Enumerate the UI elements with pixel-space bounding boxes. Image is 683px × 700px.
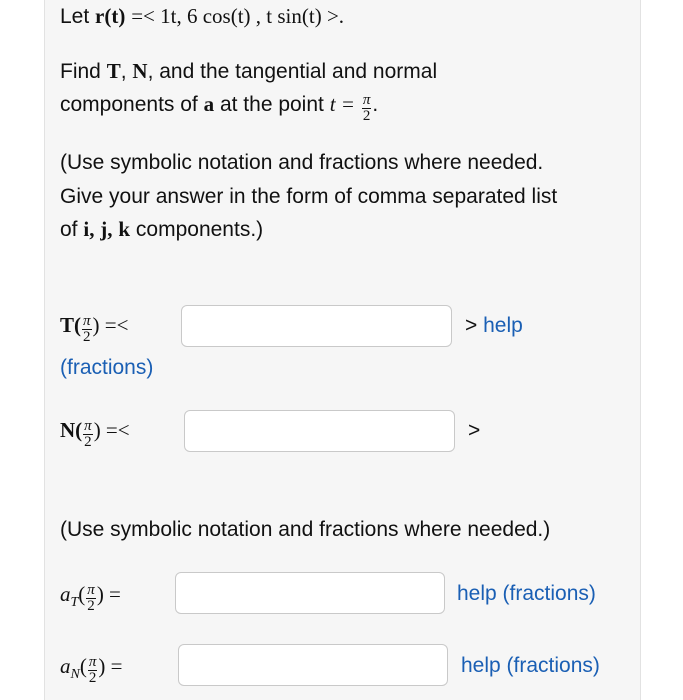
vector-expression: =< 1t, 6 cos(t) , t sin(t) >. xyxy=(131,4,345,28)
T-symbol: T xyxy=(106,59,121,83)
N-input[interactable] xyxy=(184,410,455,452)
T-input[interactable] xyxy=(181,305,452,347)
instructions-line-2: Give your answer in the form of comma separated list xyxy=(60,185,558,208)
pi-over-2-fraction: $\frac{\pi}{2}$ xyxy=(362,92,371,124)
let-text: Let xyxy=(60,5,90,28)
of-text: of xyxy=(60,218,78,241)
j-symbol: j, xyxy=(100,217,113,241)
aT-input[interactable] xyxy=(175,572,445,614)
r-function: r(t) xyxy=(95,4,126,28)
period: . xyxy=(372,93,379,116)
t-equals: t = xyxy=(329,92,355,116)
components-text: components of xyxy=(60,93,198,116)
aN-input[interactable] xyxy=(178,644,448,686)
help-link[interactable]: help xyxy=(483,314,523,337)
aN-label: $a_N$( $\frac{\pi}{2}$ ) = xyxy=(60,654,123,686)
aT-help-fractions-link[interactable]: help (fractions) xyxy=(457,582,596,605)
instructions-line-3 xyxy=(60,213,263,246)
close-bracket: > xyxy=(465,314,478,337)
instructions-line-1: (Use symbolic notation and fractions where needed. xyxy=(60,151,544,174)
aT-label: $a_T$( $\frac{\pi}{2}$ ) = xyxy=(60,582,121,614)
aN-help-fractions-link[interactable]: help (fractions) xyxy=(461,654,600,677)
a-symbol: a xyxy=(203,92,215,116)
at-point-text: at the point xyxy=(219,93,324,116)
find-text: Find xyxy=(60,60,101,83)
pi-over-2-fraction: $\frac{\pi}{2}$ xyxy=(87,582,95,614)
problem-line-2 xyxy=(60,55,437,88)
problem-line-3 xyxy=(60,88,378,124)
pi-over-2-fraction: $\frac{\pi}{2}$ xyxy=(88,654,97,686)
find-rest-text: , and the tangential and normal xyxy=(147,60,438,83)
comma: , xyxy=(120,60,127,83)
problem-line-1 xyxy=(60,0,344,33)
N-label: N( $\frac{\pi}{2}$ ) =< xyxy=(60,418,130,450)
N-symbol: N xyxy=(132,59,148,83)
pi-over-2-fraction: $\frac{\pi}{2}$ xyxy=(83,313,91,345)
pi-over-2-fraction: $\frac{\pi}{2}$ xyxy=(84,418,92,450)
k-symbol: k xyxy=(118,217,131,241)
instructions-2: (Use symbolic notation and fractions where needed.) xyxy=(60,518,551,541)
T-label: T( $\frac{\pi}{2}$ ) =< xyxy=(60,313,129,345)
i-symbol: i, xyxy=(83,217,95,241)
fractions-help-link[interactable]: (fractions) xyxy=(60,356,154,379)
T-row-end xyxy=(465,309,523,342)
components-suffix: components.) xyxy=(135,218,264,241)
N-close-bracket: > xyxy=(468,419,481,442)
